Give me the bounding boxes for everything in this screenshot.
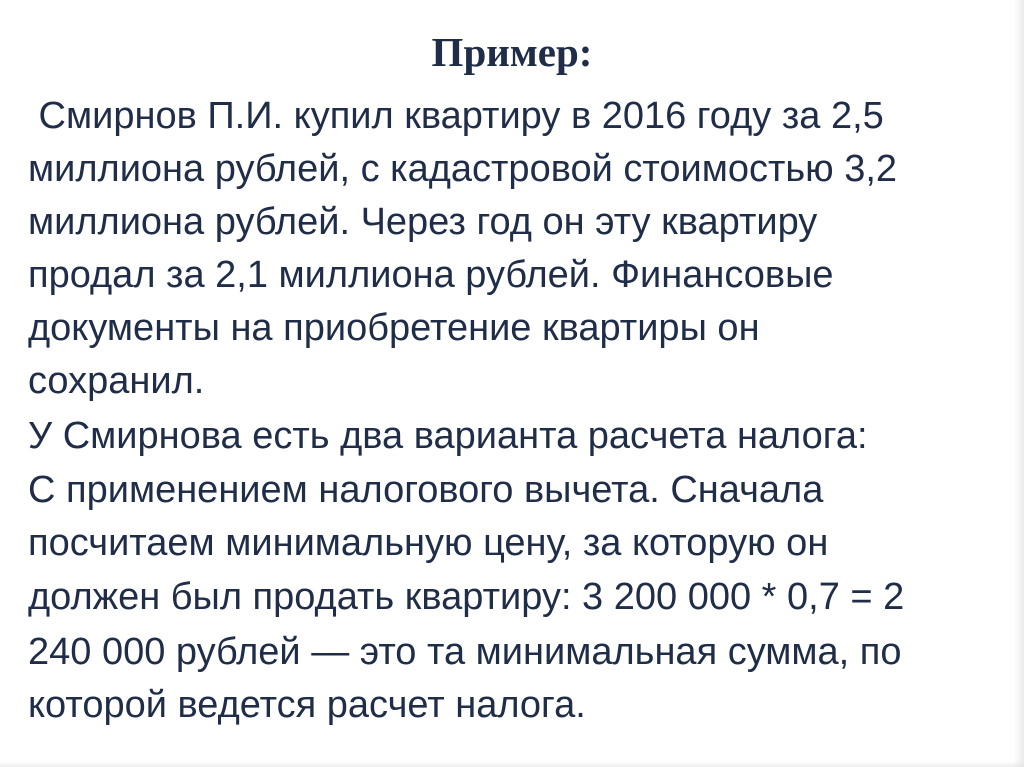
- body-line-12: которой ведется расчет налога.: [28, 684, 586, 726]
- body-line-10: должен был продать квартиру: 3 200 000 * 0,7 = 2: [28, 576, 905, 618]
- body-line-5: документы на приобретение квартиры он: [28, 307, 760, 349]
- body-line-9: посчитаем минимальную цену, за которую он: [28, 522, 829, 564]
- body-line-7: У Смирнова есть два варианта расчета налога:: [28, 415, 868, 457]
- body-line-2: миллиона рублей, с кадастровой стоимостью 3,2: [28, 148, 898, 190]
- bottom-edge-shadow: [0, 761, 1024, 767]
- body-line-8: С применением налогового вычета. Сначала: [28, 469, 824, 511]
- body-line-1: Смирнов П.И. купил квартиру в 2016 году за 2,5: [28, 95, 884, 137]
- slide-title: Пример:: [431, 29, 593, 75]
- body-line-4: продал за 2,1 миллиона рублей. Финансовые: [28, 254, 834, 296]
- body-line-6: сохранил.: [28, 360, 205, 402]
- body-line-3: миллиона рублей. Через год он эту квартиру: [28, 201, 818, 243]
- right-edge-shadow: [1014, 0, 1024, 767]
- body-line-11: 240 000 рублей — это та минимальная сумма, по: [28, 631, 902, 673]
